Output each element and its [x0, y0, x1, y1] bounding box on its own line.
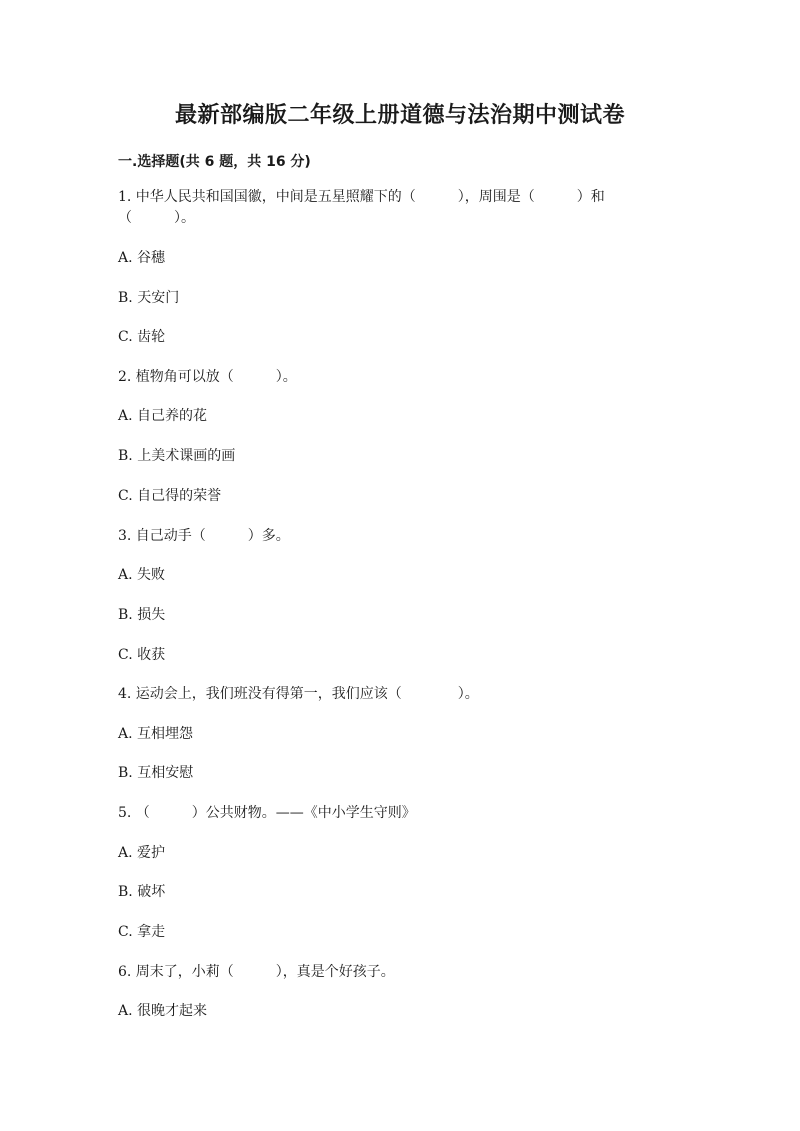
question-5-option-a: A. 爱护 [118, 845, 166, 861]
question-4-stem: 4. 运动会上，我们班没有得第一，我们应该（ ）。 [118, 686, 479, 702]
question-5-option-c: C. 拿走 [118, 924, 166, 940]
section-heading: 一.选择题(共 6 题，共 16 分) [118, 154, 311, 170]
question-4-option-b: B. 互相安慰 [118, 765, 194, 781]
question-5-option-b: B. 破坏 [118, 884, 166, 900]
question-1-option-c: C. 齿轮 [118, 329, 166, 345]
question-1-stem-line-2: （ ）。 [118, 210, 195, 226]
page-title: 最新部编版二年级上册道德与法治期中测试卷 [174, 103, 625, 128]
question-3-option-c: C. 收获 [118, 647, 166, 663]
question-3-stem: 3. 自己动手（ ）多。 [118, 528, 290, 544]
question-1-stem-line-1: 1. 中华人民共和国国徽，中间是五星照耀下的（ ），周围是（ ）和 [118, 189, 605, 205]
question-6-option-a: A. 很晚才起来 [118, 1003, 208, 1019]
question-1-option-b: B. 天安门 [118, 290, 180, 306]
question-5-stem: 5. （ ）公共财物。——《中小学生守则》 [118, 805, 416, 821]
question-1-option-a: A. 谷穗 [118, 250, 166, 266]
question-2-option-c: C. 自己得的荣誉 [118, 488, 222, 504]
question-6-stem: 6. 周末了，小莉（ ），真是个好孩子。 [118, 964, 395, 980]
question-2-option-a: A. 自己养的花 [118, 408, 208, 424]
question-4-option-a: A. 互相埋怨 [118, 726, 194, 742]
question-2-stem: 2. 植物角可以放（ ）。 [118, 369, 297, 385]
question-2-option-b: B. 上美术课画的画 [118, 448, 236, 464]
question-3-option-a: A. 失败 [118, 567, 166, 583]
question-3-option-b: B. 损失 [118, 607, 166, 623]
